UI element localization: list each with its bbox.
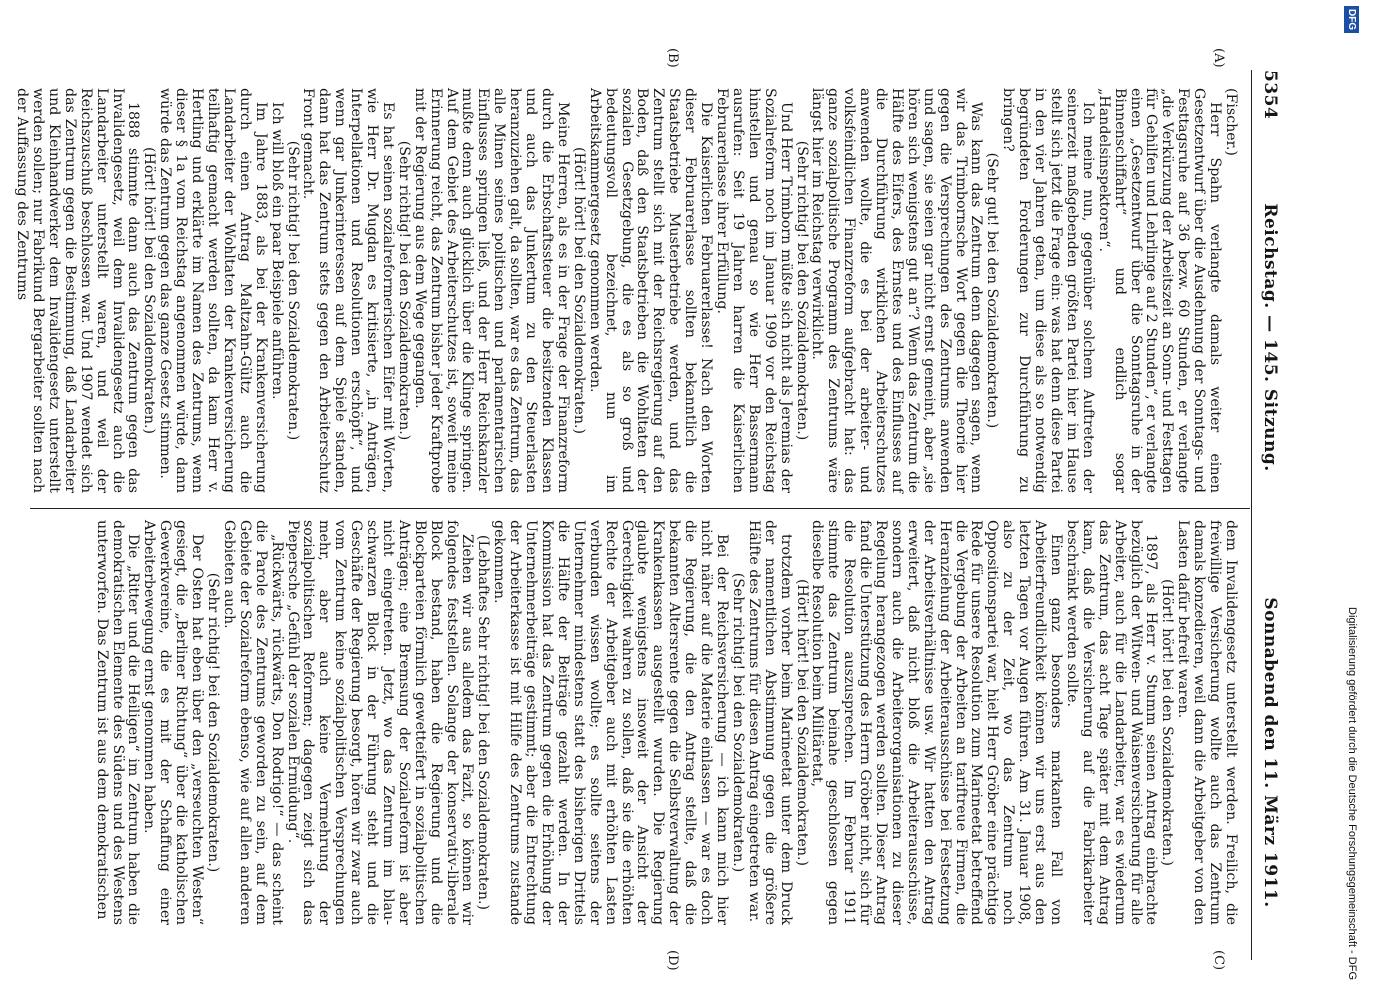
margin-mark-d: (D) — [665, 950, 680, 971]
header-right-date: Sonnabend den 11. März 1911. — [1260, 597, 1280, 908]
interjection-line: (Sehr richtig! bei den Sozialdemokraten.) — [395, 140, 412, 441]
paragraph: Einen ganz besonders markanten Fall von Arbeiterfreundlichkeit können wir uns erst aus den letzten Tagen vor Augen führen. Am 31. Januar 1908, also zu der Zeit, wo das Zentrum noch Oppositionspartei war, hielt Herr Gröber eine prächtige Rede für unsere Resolution zum Marineetat betreffend die Vergebung der Arbeiten an tariftreue Firmen, die Heranziehung der Arbeiterausschüsse bei Festsetzung der Arbeitsverhältnisse usw. Wir hatten den Antrag erweitert, daß nicht bloß die Arbeiterausschüsse, sondern auch die Arbeiterorganisationen zu dieser Regelung herangezogen werden sollten. Dieser Antrag fand die Unterstützung des Herrn Gröber nicht, sich für die Resolution auszusprechen. Im Februar 1911 stimmte das Zentrum beinahe geschlossen gegen dieselbe Resolution beim Militäretat, — [809, 520, 1065, 925]
column-divider — [30, 508, 1250, 509]
paragraph: 1888 stimmte dann auch das Zentrum gegen das Invalidengesetz, weil dem Invalidengesetz auch die Landarbeiter unterstellt waren, und weil der Reichszuschuß beschlossen war. Und 1907 wendet sich das Zentrum gegen die Bestimmung, daß Landarbeiter und Kleinhandwerker dem Invalidengesetz unterstellt werden sollen; nur Fabrikund Bergarbeiter sollten nach der Auffassung des Zentrums — [14, 88, 142, 493]
page-number: 5354 — [1260, 70, 1280, 120]
paragraph: Die „Ritter und die Heiligen“ im Zentrum haben die demokratischen Elemente des Südens und des Westens unterworfen. Das Zentrum ist aus dem demokratischen — [93, 520, 142, 925]
paragraph: „Rückwärts, rückwärts, Don Rodrigo!“ — das scheint die Parole des Zentrums geworden zu sein, auf dem Gebiete der Sozialreform ebenso, wie auf allen anderen Gebieten auch. — [220, 520, 285, 925]
paragraph: Und Herr Trimborn müßte sich nicht als Jeremias der Sozialreform noch im Januar 1909 vor den Reichstag hinstellen und genau so wie Herr Bassermann ausrufen: Seit 19 Jahren harren die Kaiserlichen Februarerlasse ihrer Erfüllung. — [714, 88, 794, 493]
paragraph: Ich meine nun, gegenüber solchem Auftreten der seinerzeit maßgebenden größten Partei hier im Hause stellt sich jetzt die Frage ein: was hat denn diese Partei in den vier Jahren getan, um diese als so notwendig begründeten Forderungen zur Durchführung zu bringen? — [1000, 88, 1096, 493]
interjection-line: (Sehr gut! bei den Sozialdemokraten.) — [984, 152, 1001, 429]
header-left-title: Reichstag. — 145. Sitzung. — [1260, 203, 1280, 472]
paragraph: 1897, als Herr v. Stumm seinen Antrag einbrachte bezüglich der Witwen- und Waisenversicherung für alle Arbeiter, auch für die Landarbeiter, war es wiederum das Zentrum, das acht Tage später mit dem Antrag kam, daß die Versicherung auf die Fabrikarbeiter beschränkt werden sollte. — [1063, 520, 1160, 925]
left-text-column — [14, 88, 1239, 493]
interjection-line: (Hört! hört! bei den Sozialdemokraten.) — [570, 146, 587, 435]
dfg-logo: DFG — [1345, 6, 1360, 33]
paragraph: Im Jahre 1883, als bei der Krankenversicherung durch einen Antrag Maltzahn-Gültz auch die Landarbeiter der Wohltaten der Krankenversicherung teilhaftig gemacht werden sollten, da kam Herr v. Hertling und erklärte im Namen des Zentrums, wenn dieser § 1a vom Reichstag angenommen würde, dann würde das Zentrum gegen das ganze Gesetz stimmen. — [157, 88, 269, 493]
paragraph: Der Osten hat eben über den „verseuchten Westen“ gesiegt, die „Berliner Richtung“ über die katholischen Gewerkvereine, die es mit der Schaffung einer Arbeiterbewegung ernst genommen haben. — [141, 520, 206, 925]
interjection-line: (Hört! hört! bei den Sozialdemokraten.) — [141, 146, 158, 435]
paragraph: (Fischer.) — [1223, 88, 1239, 156]
digitization-strip — [1341, 0, 1363, 1000]
paragraph: Meine Herren, als es in der Frage der Finanzreform durch die Erbschaftssteuer die besitzenden Klassen und auch das Junkertum zu den Steuerlasten heranzuziehen galt, da sollten, war es das Zentrum, das alle Minen seines politischen und parlamentarischen Einflusses springen ließ, und der Herr Reichskanzler mußte denn auch glücklich über die Klinge springen. Auf dem Gebiet des Arbeiterschutzes ist, soweit meine Erinnerung reicht, das Zentrum bisher jeder Kraftprobe mit der Regierung aus dem Wege gegangen. — [411, 88, 571, 493]
interjection-line: (Sehr richtig! bei den Sozialdemokraten.) — [793, 140, 810, 441]
paragraph: dem Invalidengesetz unterstellt werden. Freilich, die freiwillige Versicherung wollte auch das Zentrum damals konzedieren, weil dann die Arbeitgeber von den Lasten dafür befreit waren. — [1175, 520, 1239, 925]
interjection-line: (Hört! hört! bei den Sozialdemokraten.) — [1159, 578, 1176, 867]
paragraph: Ich will bloß ein paar Beispiele anführen. — [268, 102, 285, 400]
interjection-line: (Hört! hört! bei den Sozialdemokraten.) — [793, 578, 810, 867]
interjection-line: (Sehr richtig! bei den Sozialdemokraten.) — [729, 572, 746, 873]
paragraph: Ziehen wir aus alledem das Fazit, so können wir folgendes feststellen. Solange der konservativ-liberale Block bestand, haben die Regierung und die Blockparteien förmlich gewetteifert in sozialpolitischen Anträgen; eine Bremsung der Sozialreform ist aber nicht eingetreten. Jetzt, wo das Zentrum im blau-schwarzen Block in der Führung steht und die Geschäfte der Regierung besorgt, hören wir zwar auch vom Zentrum keine sozialpolitischen Versprechungen mehr, aber auch keine Vermehrung der sozialpolitischen Reformen; dagegen zeigt sich das Piepersche „Gefühl der sozialen Ermüdung“. — [284, 520, 476, 925]
paragraph: trotzdem vorher beim Marineetat unter dem Druck der namentlichen Abstimmung gegen die größere Hälfte des Zentrums für diesen Antrag eingetreten war. — [745, 520, 794, 925]
paragraph: Es hat seinen sozialreformerischen Eifer mit Worten, wie Herr Dr. Mugdan es kritisierte, „in Anträgen, Interpellationen und Resolutionen erschöpft“, und wenn gar Junkerinteressen auf dem Spiele standen, dann hat das Zentrum stets gegen den Arbeiterschutz Front gemacht. — [300, 88, 396, 493]
paragraph: Was kann das Zentrum denn dagegen sagen, wenn wir das Trimbornsche Wort gegen die Theorie hier gegen die Versprechungen des Zentrums anwenden und sagen, sie seien gar nicht ernst gemeint, aber „sie hören sich wenigstens gut an“? Wenn das Zentrum die Hälfte des Eifers, des Ernstes und des Einflusses auf die Durchführung wirklichen Arbeiterschutzes anwenden wollte, die es bei der arbeiter- und volksfeindlichen Finanzreform aufgebracht hat: das ganze sozialpolitische Programm des Zentrums wäre längst hier im Reichstag verwirklicht. — [809, 88, 985, 493]
interjection-line: (Sehr richtig! bei den Sozialdemokraten.) — [284, 140, 301, 441]
right-text-column — [30, 520, 1238, 925]
header-rule — [1251, 70, 1252, 960]
margin-mark-b: (B) — [665, 48, 680, 68]
margin-mark-a: (A) — [1211, 48, 1226, 68]
document-page — [10, 0, 1330, 1000]
paragraph: Bei der Reichsversicherung — ich kann mich hier nicht näher auf die Materie einlassen — war es doch die Regierung, die den Antrag stellte, daß die bekannten Altersrente gegen die Selbstverwaltung der Krankenkassen ausgestellt wurden. Die Regierung glaubte wenigstens insoweit der Ansicht der Gerechtigkeit wahren zu sollen, daß sie die erhöhten Rechte der Arbeitgeber auch mit erhöhten Lasten verbunden wissen wollte; es sollte seitens der Unternehmer mindestens statt des bisherigen Drittels die Hälfte der Beiträge gezahlt werden. In der Kommission hat das Zentrum gegen die Erhöhung der Unternehmerbeiträge gestimmt; aber die Entrechtung der Arbeiterkasse ist mit Hilfe des Zentrums zustande gekommen. — [491, 520, 730, 925]
paragraph: Herr Spahn verlangte damals weiter einen Gesetzentwurf über die Ausdehnung der Sonntags- und Festtagsruhe auf 36 bezw. 60 Stunden, er verlangte „die Verkürzung der Arbeitszeit an Sonn- und Festtagen für Gehilfen und Lehrlinge auf 2 Stunden“, er verlangte einen „Gesetzentwurf über die Sonntagsruhe in der Binnenschiffahrt“ und endlich sogar „Handelsinspektoren“. — [1095, 88, 1224, 493]
page-header — [1254, 70, 1280, 960]
interjection-line: (Lebhaftes Sehr richtig! bei den Sozialdemokraten.) — [475, 534, 492, 911]
margin-mark-c: (C) — [1211, 950, 1226, 971]
paragraph: Die Kaiserlichen Februarerlasse! Nach den Worten dieser Februarerlasse sollten bekanntlich die Staatsbetriebe Musterbetriebe werden, und das Zentrum stellt sich mit der Reichsregierung auf den Boden, daß den Staatsbetrieben die Wohltaten der sozialen Gesetzgebung, die es als so groß und bedeutungsvoll bezeichnet, nun im Arbeitskammergesetz genommen werden. — [586, 88, 715, 493]
interjection-line: (Sehr richtig! bei den Sozialdemokraten.) — [205, 572, 221, 873]
digitization-note: Digitalisierung gefördert durch die Deutsche Forschungsgemeinschaft - DFG — [1346, 607, 1358, 980]
